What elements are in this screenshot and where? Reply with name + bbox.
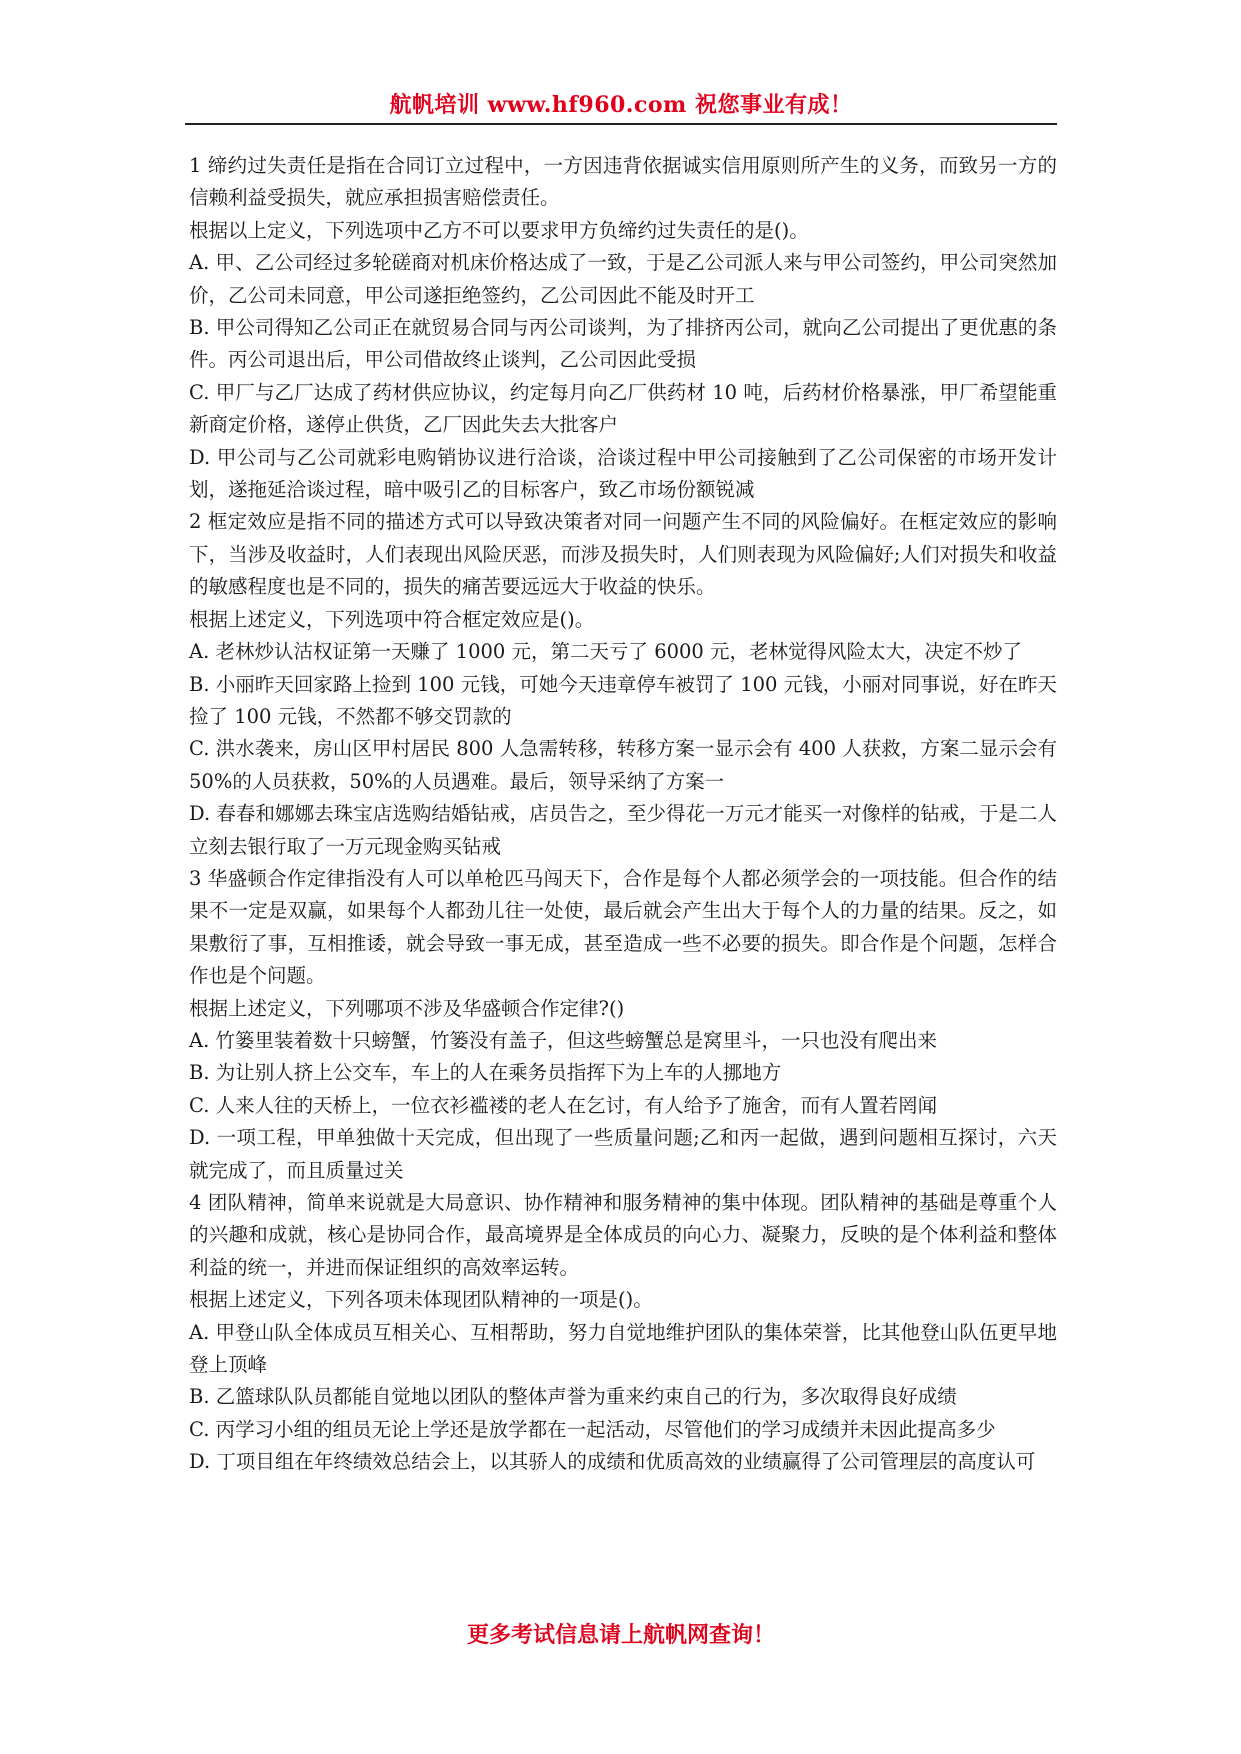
question-1-option-c: C. 甲厂与乙厂达成了药材供应协议，约定每月向乙厂供药材 10 吨，后药材价格暴涨，甲厂希望能重新商定价格，遂停止供货，乙厂因此失去大批客户	[189, 380, 1057, 437]
question-1-option-d: D. 甲公司与乙公司就彩电购销协议进行洽谈，洽谈过程中甲公司接触到了乙公司保密的市场开发计划，遂拖延洽谈过程，暗中吸引乙的目标客户，致乙市场份额锐减	[189, 445, 1057, 502]
question-4-stem: 4 团队精神，简单来说就是大局意识、协作精神和服务精神的集中体现。团队精神的基础是尊重个人的兴趣和成就，核心是协同合作，最高境界是全体成员的向心力、凝聚力，反映的是个体利益和整体利益的统一，并进而保证组织的高效率运转。	[189, 1191, 1057, 1279]
question-2-option-d: D. 春春和娜娜去珠宝店选购结婚钻戒，店员告之，至少得花一万元才能买一对像样的钻戒，于是二人立刻去银行取了一万元现金购买钻戒	[189, 802, 1057, 858]
question-3-option-d: D. 一项工程，甲单独做十天完成，但出现了一些质量问题;乙和丙一起做，遇到问题相互探讨，六天就完成了，而且质量过关	[189, 1126, 1057, 1182]
question-3-option-b: B. 为让别人挤上公交车，车上的人在乘务员指挥下为上车的人挪地方	[189, 1061, 782, 1085]
question-3-stem: 3 华盛顿合作定律指没有人可以单枪匹马闯天下，合作是每个人都必须学会的一项技能。但合作的结果不一定是双赢，如果每个人都劲儿往一处使，最后就会产生出大于每个人的力量的结果。反之，如果敷衍了事，互相推诿，就会导致一事无成，甚至造成一些不必要的损失。即合作是个问题，怎样合作也是个问题。	[189, 866, 1057, 988]
question-2-option-c: C. 洪水袭来，房山区甲村居民 800 人急需转移，转移方案一显示会有 400 人获救，方案二显示会有 50%的人员获救，50%的人员遇难。最后，领导采纳了方案一	[189, 737, 1057, 793]
header-divider	[185, 123, 1057, 125]
question-2-prompt: 根据上述定义，下列选项中符合框定效应是()。	[189, 607, 595, 631]
question-4-option-c: C. 丙学习小组的组员无论上学还是放学都在一起活动，尽管他们的学习成绩并未因此提高多少	[189, 1417, 996, 1441]
question-2-option-a: A. 老林炒认沽权证第一天赚了 1000 元，第二天亏了 6000 元，老林觉得风险太大，决定不炒了	[189, 640, 1023, 664]
question-1-option-a: A. 甲、乙公司经过多轮磋商对机床价格达成了一致，于是乙公司派人来与甲公司签约，甲公司突然加价，乙公司未同意，甲公司遂拒绝签约，乙公司因此不能及时开工	[189, 251, 1057, 307]
page-header: 航帆培训 www.hf960.com 祝您事业有成！	[389, 92, 853, 118]
question-4-prompt: 根据上述定义，下列各项未体现团队精神的一项是()。	[189, 1288, 653, 1312]
question-3-option-a: A. 竹篓里装着数十只螃蟹，竹篓没有盖子，但这些螃蟹总是窝里斗，一只也没有爬出来	[189, 1028, 937, 1052]
question-4-option-b: B. 乙篮球队队员都能自觉地以团队的整体声誉为重来约束自己的行为，多次取得良好成绩	[189, 1385, 957, 1409]
page-footer: 更多考试信息请上航帆网查询！	[466, 1622, 775, 1648]
question-1-stem: 1 缔约过失责任是指在合同订立过程中，一方因违背依据诚实信用原则所产生的义务，而致另一方的信赖利益受损失，就应承担损害赔偿责任。	[189, 154, 1057, 210]
question-1-prompt: 根据以上定义，下列选项中乙方不可以要求甲方负缔约过失责任的是()。	[189, 218, 809, 242]
question-4-option-d: D. 丁项目组在年终绩效总结会上，以其骄人的成绩和优质高效的业绩赢得了公司管理层的高度认可	[189, 1450, 1036, 1474]
question-4-option-a: A. 甲登山队全体成员互相关心、互相帮助，努力自觉地维护团队的集体荣誉，比其他登山队伍更早地登上顶峰	[189, 1320, 1057, 1377]
question-1-option-b: B. 甲公司得知乙公司正在就贸易合同与丙公司谈判，为了排挤丙公司，就向乙公司提出了更优惠的条件。丙公司退出后，甲公司借故终止谈判，乙公司因此受损	[189, 316, 1057, 372]
question-2-option-b: B. 小丽昨天回家路上捡到 100 元钱，可她今天违章停车被罚了 100 元钱，小丽对同事说，好在昨天捡了 100 元钱，不然都不够交罚款的	[189, 672, 1057, 728]
question-2-stem: 2 框定效应是指不同的描述方式可以导致决策者对同一问题产生不同的风险偏好。在框定效应的影响下，当涉及收益时，人们表现出风险厌恶，而涉及损失时，人们则表现为风险偏好;人们对损失和收益的敏感程度也是不同的，损失的痛苦要远远大于收益的快乐。	[189, 510, 1057, 599]
question-3-prompt: 根据上述定义，下列哪项不涉及华盛顿合作定律?()	[189, 996, 625, 1020]
document-body	[189, 150, 1057, 1479]
question-3-option-c: C. 人来人往的天桥上，一位衣衫褴褛的老人在乞讨，有人给予了施舍，而有人置若罔闻	[189, 1093, 938, 1117]
